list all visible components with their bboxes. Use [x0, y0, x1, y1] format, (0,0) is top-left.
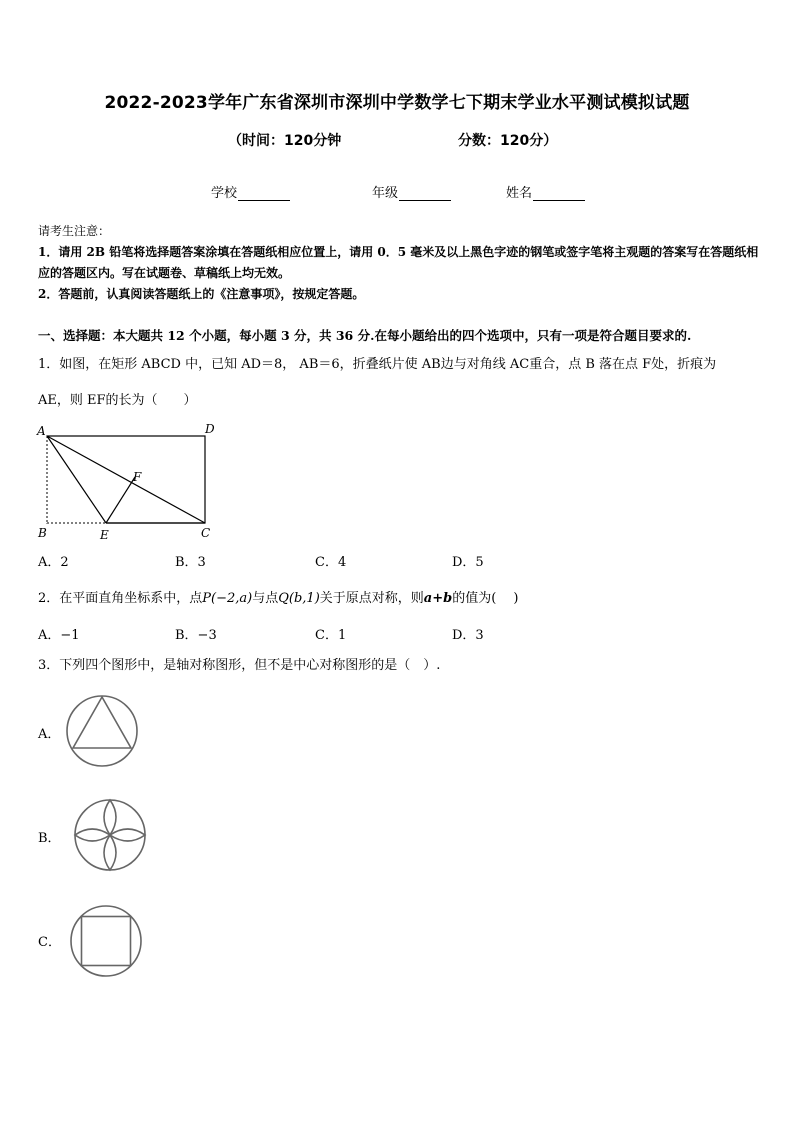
label-b: B: [38, 526, 47, 540]
q2-text-before: 2．在平面直角坐标系中，点: [38, 591, 203, 606]
name-blank: [533, 187, 585, 201]
q1-figure: [34, 420, 224, 544]
q2-option-d: D．3: [452, 628, 484, 643]
q2-point-q: Q(b,1): [278, 591, 320, 606]
q1-text-line2: AE，则 EF的长为（ ）: [38, 393, 197, 408]
q2-option-c: C．1: [315, 628, 347, 643]
notice-heading: 请考生注意：: [38, 224, 111, 238]
page-title: 2022-2023学年广东省深圳市深圳中学数学七下期末学业水平测试模拟试题: [104, 93, 690, 113]
q2-text-after: 关于原点对称，则: [319, 591, 424, 606]
crease-ae: [47, 436, 106, 523]
segment-ef: [106, 477, 135, 523]
q3-figure-a-circle-triangle: [64, 693, 140, 769]
notice-item-2: 2．答题前，认真阅读答题纸上的《注意事项》，按规定答题。: [38, 287, 365, 301]
q3-figure-c-circle-square: [68, 903, 144, 979]
name-field: [506, 182, 585, 201]
q2-point-p: P(−2,a): [202, 591, 253, 606]
notice-item-1: 1．请用 2B 铅笔将选择题答案涂填在答题纸相应位置上，请用 0．5 毫米及以上黑色字迹的钢笔或签字笔将主观题的答案写在答题纸相应的答题区内。写在试题卷、草稿纸上均无效。: [38, 245, 759, 280]
label-d: D: [205, 422, 215, 436]
q2-option-b: B．−3: [175, 628, 217, 643]
name-label: 姓名: [506, 186, 533, 201]
school-field: [211, 182, 290, 201]
notice-block: [38, 221, 760, 305]
q2-text-end: 的值为( ): [452, 591, 519, 606]
exam-time: （时间：120分钟: [228, 133, 342, 149]
q3-text: 3．下列四个图形中，是轴对称图形，但不是中心对称图形的是（ ）.: [38, 658, 441, 673]
label-a: A: [37, 424, 46, 438]
grade-label: 年级: [372, 186, 399, 201]
school-blank: [238, 187, 290, 201]
label-c: C: [201, 526, 211, 540]
q1-option-d: D．5: [452, 555, 484, 570]
q3-option-a: A．: [38, 727, 61, 742]
school-label: 学校: [211, 186, 238, 201]
grade-blank: [399, 187, 451, 201]
q1-option-c: C．4: [315, 555, 347, 570]
q3-figure-b-circle-petals: [72, 797, 148, 873]
q3-option-c: C．: [38, 935, 61, 950]
diagonal-ac: [47, 436, 205, 523]
q1-option-a: A．2: [38, 555, 69, 570]
section-heading: 一、选择题：本大题共 12 个小题，每小题 3 分，共 36 分.在每小题给出的四个选项中，只有一项是符合题目要求的.: [38, 328, 692, 343]
label-e: E: [100, 528, 109, 542]
q1-text-line1: 1．如图，在矩形 ABCD 中，已知 AD＝8， AB＝6，折叠纸片使 AB边与对角线 AC重合，点 B 落在点 F处，折痕为: [38, 357, 717, 372]
grade-field: [372, 182, 451, 201]
q2-text: [38, 587, 760, 606]
label-f: F: [133, 470, 142, 484]
q2-text-mid: 与点: [252, 591, 279, 606]
q1-option-b: B．3: [175, 555, 206, 570]
q3-option-b: B．: [38, 831, 61, 846]
q2-expr: a+b: [423, 591, 453, 606]
exam-score: 分数：120分）: [458, 133, 558, 149]
q2-option-a: A．−1: [38, 628, 80, 643]
